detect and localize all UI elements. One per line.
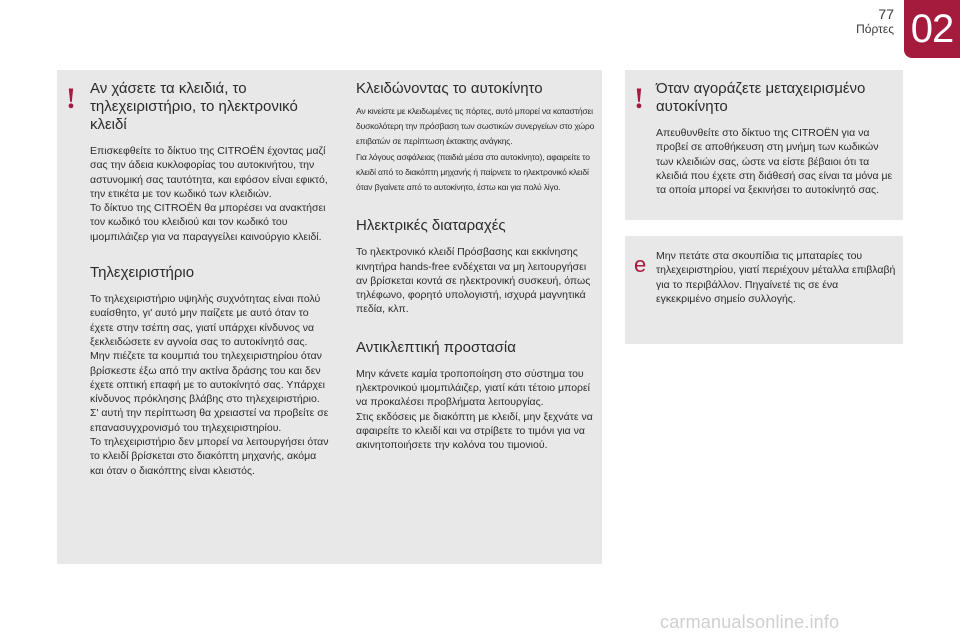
chapter-tab[interactable]	[904, 0, 960, 58]
anti-theft-title: Αντικλεπτική προστασία	[356, 338, 516, 356]
environment-icon: e	[634, 252, 647, 277]
locking-para-1: Αν κινείστε με κλειδωμένες τις πόρτες, αυτό μπορεί να καταστήσει δυσκολότερη την πρόσβαση των σωστικών συνεργείων στο χώρο επιβατών σε περίπτωση έκτακτης ανάγκης.	[356, 106, 595, 147]
remote-para-2: Μην πιέζετε τα κουμπιά του τηλεχειριστηρίου όταν βρίσκεστε έξω από την ακτίνα δράσης του και δεν έχετε οπτική επαφή με το αυτοκίνητό σας. Υπάρχει κίνδυνος πρόκλησης βλάβης στο τηλεχειριστήριο. Σ' αυτή την περίπτωση θα χρειαστεί να προβείτε σε επανασυγχρονισμό του τηλεχειριστηρίου.	[90, 350, 329, 434]
used-car-para: Απευθυνθείτε στο δίκτυο της CITROËN για να προβεί σε αποθήκευση στη μνήμη των κωδικών των κλειδιών σας, ώστε να είστε βέβαιοι ότι τα κλειδιά που έχετε στη διάθεσή σας είναι τα μόνα με τα οποία μπορεί να ξεκινήσει το αυτοκίνητό σας.	[656, 127, 893, 197]
page-number: 77	[878, 6, 894, 22]
page-header	[0, 0, 960, 60]
remote-para-3: Το τηλεχειριστήριο δεν μπορεί να λειτουργήσει όταν το κλειδί βρίσκεται στο διακόπτη μηχανής, ακόμα και όταν ο διακόπτης είναι κλειστός.	[90, 436, 329, 477]
used-car-title: Όταν αγοράζετε μεταχειρισμένο αυτοκίνητο	[656, 80, 866, 115]
electrical-interference-title: Ηλεκτρικές διαταραχές	[356, 217, 506, 235]
chapter-number: 02	[910, 6, 954, 51]
remote-title: Τηλεχειριστήριο	[90, 264, 195, 282]
battery-disposal-section	[656, 249, 896, 306]
watermark: carmanualsonline.info	[660, 612, 840, 632]
lost-keys-para-1: Επισκεφθείτε το δίκτυο της CITROËN έχοντας μαζί σας την άδεια κυκλοφορίας του αυτοκινήτου, την αστυνομική σας ταυτότητα, και εφόσον είναι εφικτό, την ετικέτα με τον κωδικό των κλειδιών.	[90, 145, 328, 200]
lost-keys-title: Αν χάσετε τα κλειδιά, το τηλεχειριστήριο, το ηλεκτρονικό κλειδί	[90, 80, 298, 133]
anti-theft-para-1: Μην κάνετε καμία τροποποίηση στο σύστημα του ηλεκτρονικού ιμομπιλάιζερ, γιατί κάτι τέτοιο μπορεί να προκαλέσει προβλήματα λειτουργίας.	[356, 367, 591, 409]
remote-para-1: Το τηλεχειριστήριο υψηλής συχνότητας είναι πολύ ευαίσθητο, γι' αυτό μην παίζετε με αυτό όταν το έχετε στην τσέπη σας, γιατί υπάρχει κίνδυνος να ξεκλειδώσετε εν αγνοία σας το αυτοκίνητό σας.	[90, 293, 321, 348]
lost-keys-para-2: Το δίκτυο της CITROËN θα μπορέσει να ανακτήσει τον κωδικό του κλειδιού και τον κωδικό του ιμομπιλάιζερ για να παραγγείλει καινούργιο κλειδί.	[90, 202, 326, 243]
warning-icon: !	[66, 82, 76, 115]
section-title: Πόρτες	[856, 22, 894, 36]
electrical-interference-para: Το ηλεκτρονικό κλειδί Πρόσβασης και εκκίνησης κινητήρα hands-free ενδέχεται να μη λειτουργήσει αν βρίσκεται κοντά σε ηλεκτρονική συσκευή, όπως τηλέφωνο, φορητό υπολογιστή, ισχυρά μαγνητικά πεδία, κλπ.	[356, 246, 591, 316]
locking-para-2: Για λόγους ασφάλειας (παιδιά μέσα στο αυτοκίνητο), αφαιρείτε το κλειδί από το διακόπτη μηχανής ή παίρνετε το ηλεκτρονικό κλειδί όταν βγαίνετε από το αυτοκίνητο, έστω και για πολύ λίγο.	[356, 151, 590, 193]
lost-keys-section	[90, 80, 330, 478]
battery-disposal-para: Μην πετάτε στα σκουπίδια τις μπαταρίες του τηλεχειριστηρίου, γιατί περιέχουν μέταλλα επιβλαβή για το περιβάλλον. Πηγαίνετέ τις σε ένα εγκεκριμένο σημείο συλλογής.	[656, 250, 896, 305]
used-car-section	[656, 80, 896, 197]
warning-icon: !	[634, 82, 644, 115]
anti-theft-para-2: Στις εκδόσεις με διακόπτη με κλειδί, μην ξεχνάτε να αφαιρείτε το κλειδί και να στρίβετε το τιμόνι για να ακινητοποιήσετε την κολόνα του τιμονιού.	[356, 410, 593, 452]
locking-section	[356, 80, 596, 452]
locking-title: Κλειδώνοντας το αυτοκίνητο	[356, 80, 543, 97]
